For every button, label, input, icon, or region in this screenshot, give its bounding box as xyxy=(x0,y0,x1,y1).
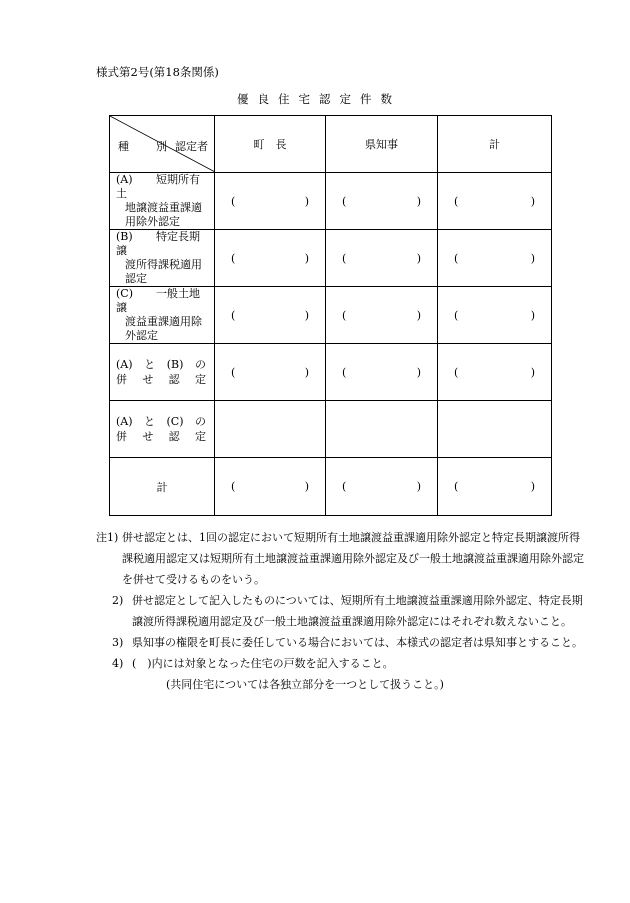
cell-governor[interactable]: ( ) xyxy=(326,173,438,230)
header-category-label: 種 別 xyxy=(118,140,175,153)
header-mayor: 町 長 xyxy=(215,116,326,173)
row-label-line: 特定長期譲 xyxy=(116,230,200,257)
certification-count-table xyxy=(109,115,552,516)
cell-mayor[interactable]: ( ) xyxy=(215,230,326,287)
cell-governor[interactable]: ( ) xyxy=(326,230,438,287)
row-label-line: 地譲渡益重課適 xyxy=(125,201,202,214)
cell-mayor[interactable]: ( ) xyxy=(215,287,326,344)
row-label-c xyxy=(110,287,215,344)
cell-governor[interactable] xyxy=(326,401,438,458)
row-tag: (C) xyxy=(116,287,133,300)
table-header-row xyxy=(110,116,552,173)
table-row xyxy=(110,230,552,287)
row-label-a xyxy=(110,173,215,230)
row-label-ac: (A) と (C) の 併 せ 認 定 xyxy=(110,401,215,458)
table-row-total xyxy=(110,458,552,516)
note-4-extra: (共同住宅については各独立部分を一つとして扱うこと。) xyxy=(166,678,444,691)
form-number: 様式第2号(第18条関係) xyxy=(96,65,219,79)
row-label-b xyxy=(110,230,215,287)
cell-governor[interactable]: ( ) xyxy=(326,344,438,401)
cell-total[interactable]: ( ) xyxy=(438,287,552,344)
cell-mayor[interactable]: ( ) xyxy=(215,458,326,516)
page-title: 優良住宅認定件数 xyxy=(237,92,401,106)
cell-total[interactable]: ( ) xyxy=(438,344,552,401)
row-tag: (B) xyxy=(116,230,133,243)
note-text: 併せ認定として記入したものについては、短期所有土地譲渡益重課適用除外認定、特定長期譲渡所得課税適用認定及び一般土地譲渡益重課適用除外認定にはそれぞれ数えないこと。 xyxy=(132,594,583,628)
note-number: 注1) xyxy=(96,531,119,544)
cell-mayor[interactable]: ( ) xyxy=(215,173,326,230)
note-number: 3) xyxy=(112,636,124,649)
row-label-line: 認定 xyxy=(125,272,147,285)
table-row xyxy=(110,173,552,230)
note-3 xyxy=(96,632,586,653)
note-number: 2) xyxy=(112,594,124,607)
cell-mayor[interactable] xyxy=(215,401,326,458)
cell-total[interactable]: ( ) xyxy=(438,458,552,516)
note-text: ( )内には対象となった住宅の戸数を記入すること。 xyxy=(132,657,394,670)
cell-governor[interactable]: ( ) xyxy=(326,458,438,516)
note-2 xyxy=(96,590,586,632)
row-label-ab: (A) と (B) の 併 せ 認 定 xyxy=(110,344,215,401)
header-governor: 県知事 xyxy=(326,116,438,173)
cell-total[interactable]: ( ) xyxy=(438,173,552,230)
note-1 xyxy=(96,527,586,590)
row-label-line: 用除外認定 xyxy=(125,215,180,228)
cell-mayor[interactable]: ( ) xyxy=(215,344,326,401)
header-certifier-label: 認定者 xyxy=(175,140,208,153)
cell-governor[interactable]: ( ) xyxy=(326,287,438,344)
row-label-line: 外認定 xyxy=(125,329,158,342)
row-label-line: 渡所得課税適用 xyxy=(125,258,202,271)
note-number: 4) xyxy=(112,657,124,670)
header-total: 計 xyxy=(438,116,552,173)
notes-section xyxy=(96,527,586,695)
note-4 xyxy=(96,653,586,674)
table-row xyxy=(110,287,552,344)
table-row xyxy=(110,401,552,458)
header-diagonal-cell xyxy=(110,116,215,173)
note-text: 併せ認定とは、1回の認定において短期所有土地譲渡益重課適用除外認定と特定長期譲渡所得課税適用認定又は短期所有土地譲渡益重課適用除外認定及び一般土地譲渡益重課適用除外認定を併せて受けるものをいう。 xyxy=(122,531,584,586)
row-tag: (A) xyxy=(116,173,133,186)
row-label-total: 計 xyxy=(110,458,215,516)
cell-total[interactable] xyxy=(438,401,552,458)
cell-total[interactable]: ( ) xyxy=(438,230,552,287)
note-text: 県知事の権限を町長に委任している場合においては、本様式の認定者は県知事とすること。 xyxy=(132,636,583,649)
row-label-line: 渡益重課適用除 xyxy=(125,315,202,328)
table-row xyxy=(110,344,552,401)
row-label-line: 一般土地譲 xyxy=(116,287,200,314)
row-label-line: 短期所有土 xyxy=(116,173,200,200)
